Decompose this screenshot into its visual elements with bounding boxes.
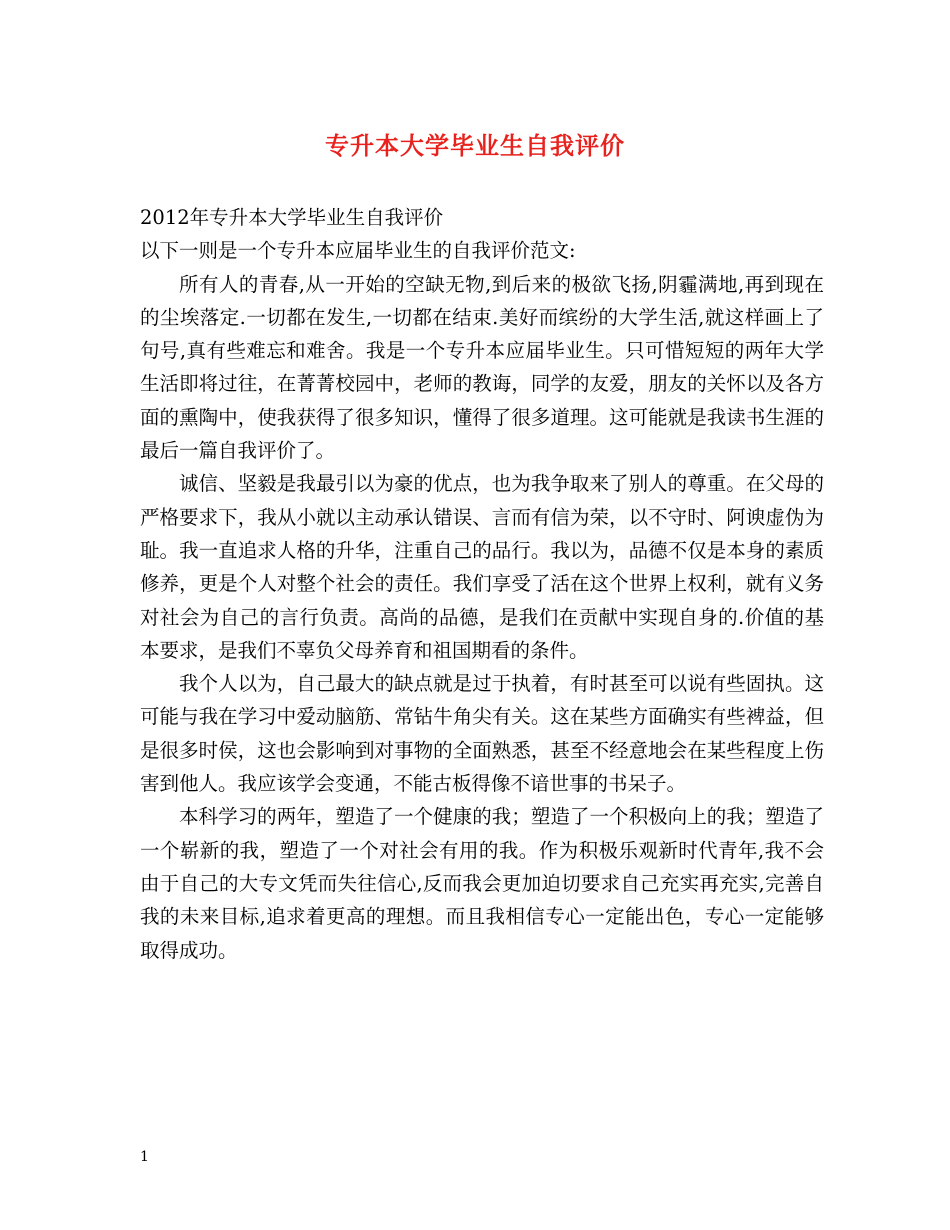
- page-title: 专升本大学毕业生自我评价: [325, 131, 625, 160]
- page-number: 1: [140, 1149, 149, 1165]
- paragraph: 诚信、坚毅是我最引以为豪的优点，也为我争取来了别人的尊重。在父母的严格要求下，我从小就以主动承认错误、言而有信为荣，以不守时、阿谀虚伪为耻。我一直追求人格的升华，注重自己的品行。我以为，品德不仅是本身的素质修养，更是个人对整个社会的责任。我们享受了活在这个世界上权利，就有义务对社会为自己的言行负责。高尚的品德，是我们在贡献中实现自身的.价值的基本要求，是我们不辜负父母养育和祖国期看的条件。: [140, 472, 824, 662]
- paragraph: 所有人的青春,从一开始的空缺无物,到后来的极欲飞扬,阴霾满地,再到现在的尘埃落定.一切都在发生,一切都在结束.美好而缤纷的大学生活,就这样画上了句号,真有些难忘和难舍。我是一个专升本应届毕业生。只可惜短短的两年大学生活即将过往，在菁菁校园中，老师的教诲，同学的友爱，朋友的关怀以及各方面的熏陶中，使我获得了很多知识，懂得了很多道理。这可能就是我读书生涯的最后一篇自我评价了。: [140, 272, 824, 463]
- paragraph: 本科学习的两年，塑造了一个健康的我；塑造了一个积极向上的我；塑造了一个崭新的我，塑造了一个对社会有用的我。作为积极乐观新时代青年,我不会由于自己的大专文凭而失往信心,反而我会更加迫切要求自己充实再充实,完善自我的未来目标,追求着更高的理想。而且我相信专心一定能出色，专心一定能够取得成功。: [140, 805, 824, 962]
- document-subtitle: 2012年专升本大学毕业生自我评价: [140, 206, 444, 229]
- document-body: [140, 201, 824, 967]
- paragraph: 我个人以为，自己最大的缺点就是过于执着，有时甚至可以说有些固执。这可能与我在学习中爱动脑筋、常钻牛角尖有关。这在某些方面确实有些裨益，但是很多时侯，这也会影响到对事物的全面熟悉，甚至不经意地会在某些程度上伤害到他人。我应该学会变通，不能古板得像不谙世事的书呆子。: [140, 672, 824, 796]
- document-intro: 以下一则是一个专升本应届毕业生的自我评价范文:: [140, 239, 576, 263]
